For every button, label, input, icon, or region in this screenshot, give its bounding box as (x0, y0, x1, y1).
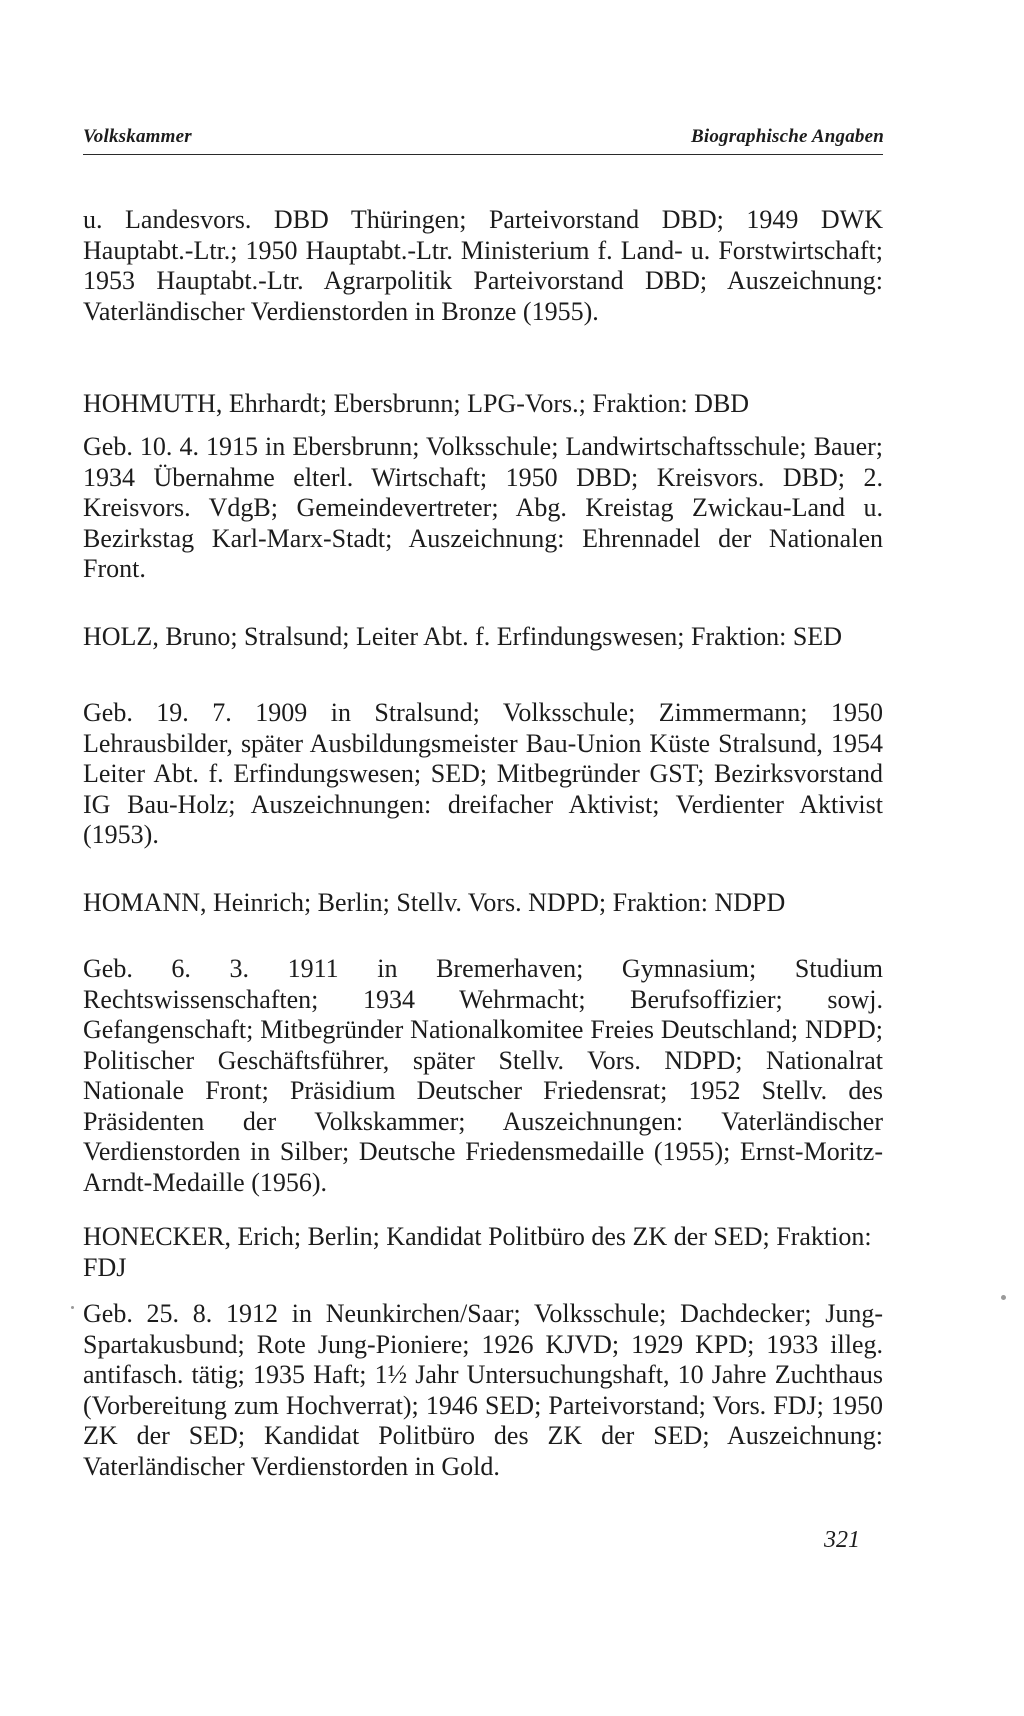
entry-heading-holz: HOLZ, Bruno; Stralsund; Leiter Abt. f. Erfindungswesen; Fraktion: SED (83, 622, 842, 651)
entry-text-holz: Geb. 19. 7. 1909 in Stralsund; Volksschule; Zimmermann; 1950 Lehrausbilder, später Ausbildungsmeister Bau-Union Küste Stralsund, 1954 Leiter Abt. f. Erfindungswesen; SED; Mitbegründer GST; Bezirksvorstand IG Bau-Holz; Auszeichnungen: dreifacher Aktivist; Verdienter Aktivist (1953). (83, 698, 883, 849)
continuation-paragraph: u. Landesvors. DBD Thüringen; Parteivorstand DBD; 1949 DWK Hauptabt.-Ltr.; 1950 Hauptabt.-Ltr. Ministerium f. Land- u. Forstwirtschaft; 1953 Hauptabt.-Ltr. Agrarpolitik Parteivorstand DBD; Auszeichnung: Vaterländischer Verdienstorden in Bronze (1955). (83, 205, 883, 326)
paper-speck (71, 1306, 74, 1309)
entry-heading-hohmuth: HOHMUTH, Ehrhardt; Ebersbrunn; LPG-Vors.; Fraktion: DBD (83, 389, 750, 418)
running-head-right: Biographische Angaben (690, 126, 884, 147)
entry-text-homann: Geb. 6. 3. 1911 in Bremerhaven; Gymnasium; Studium Rechtswissenschaften; 1934 Wehrmacht; Berufsoffizier; sowj. Gefangenschaft; Mitbegründer Nationalkomitee Freies Deutschland; NDPD; Politischer Geschäftsführer, später Stellv. Vors. NDPD; Nationalrat Nationale Front; Präsidium Deutscher Friedensrat; 1952 Stellv. des Präsidenten der Volkskammer; Auszeichnungen: Vaterländischer Verdienstorden in Silber; Deutsche Friedensmedaille (1955); Ernst-Moritz-Arndt-Medaille (1956). (83, 954, 883, 1197)
running-head-left: Volkskammer (83, 126, 192, 147)
header-rule (83, 154, 883, 155)
paper-speck (1001, 1295, 1006, 1300)
page-number: 321 (824, 1527, 860, 1553)
entry-text-honecker: Geb. 25. 8. 1912 in Neunkirchen/Saar; Volksschule; Dachdecker; Jung-Spartakusbund; Rote Jung-Pioniere; 1926 KJVD; 1929 KPD; 1933 illeg. antifasch. tätig; 1935 Haft; 1½ Jahr Untersuchungshaft, 10 Jahre Zuchthaus (Vorbereitung zum Hochverrat); 1946 SED; Parteivorstand; Vors. FDJ; 1950 ZK der SED; Kandidat Politbüro des ZK der SED; Auszeichnung: Vaterländischer Verdienstorden in Gold. (83, 1299, 883, 1481)
entry-text-hohmuth: Geb. 10. 4. 1915 in Ebersbrunn; Volksschule; Landwirtschaftsschule; Bauer; 1934 Übernahme elterl. Wirtschaft; 1950 DBD; Kreisvors. DBD; 2. Kreisvors. VdgB; Gemeindevertreter; Abg. Kreistag Zwickau-Land u. Bezirkstag Karl-Marx-Stadt; Auszeichnung: Ehrennadel der Nationalen Front. (83, 432, 883, 583)
entry-heading-honecker: HONECKER, Erich; Berlin; Kandidat Politbüro des ZK der SED; Fraktion: FDJ (83, 1222, 872, 1282)
entry-heading-homann: HOMANN, Heinrich; Berlin; Stellv. Vors. NDPD; Fraktion: NDPD (83, 888, 786, 917)
